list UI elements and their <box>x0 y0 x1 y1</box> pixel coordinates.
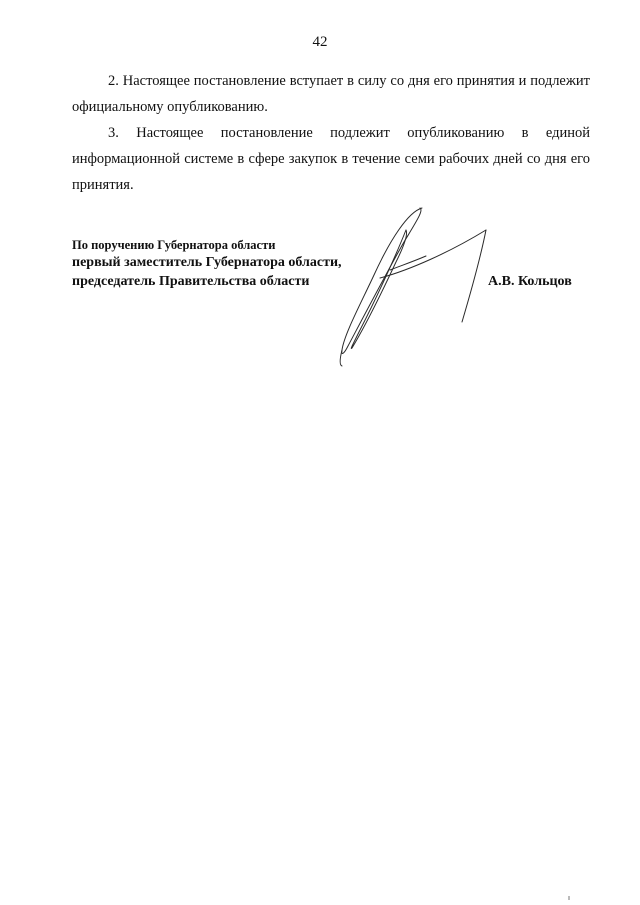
paragraph-3: 3. Настоящее постановление подлежит опубликованию в единой информационной системе в сфере закупок в течение семи рабочих дней со дня его принятия. <box>72 125 590 193</box>
paragraph-2-container <box>72 68 590 120</box>
paragraph-2: 2. Настоящее постановление вступает в силу со дня его принятия и подлежит официальному опубликованию. <box>72 73 590 115</box>
signature-title-line-2: председатель Правительства области <box>72 274 310 289</box>
scan-mark <box>568 896 570 900</box>
signatory-name: А.В. Кольцов <box>488 274 572 289</box>
page-number: 42 <box>312 34 328 50</box>
signature-authority-line: По поручению Губернатора области <box>72 238 276 252</box>
handwritten-signature-icon <box>330 200 510 370</box>
paragraph-3-container <box>72 120 590 198</box>
signature-title-line-1: первый заместитель Губернатора области, <box>72 255 342 270</box>
